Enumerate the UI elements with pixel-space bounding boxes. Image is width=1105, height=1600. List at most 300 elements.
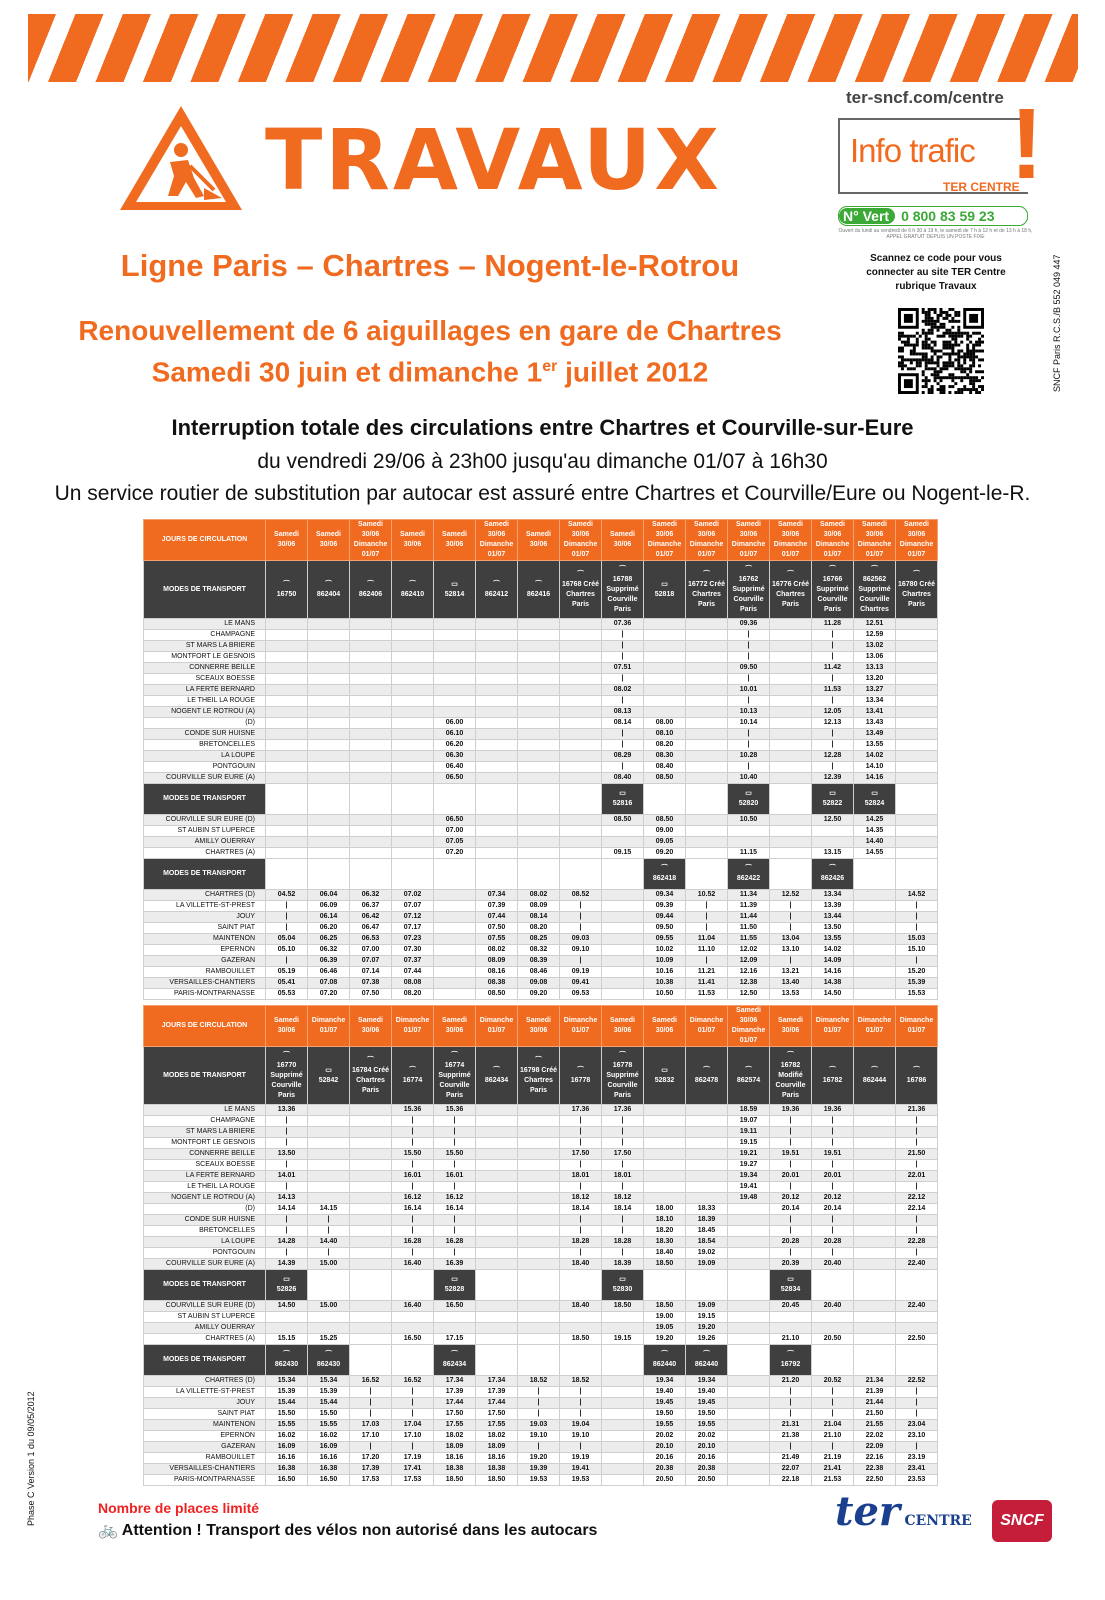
time-cell: 18.14 [560, 1204, 602, 1215]
time-cell [728, 1420, 770, 1431]
train-icon: ⌒ [913, 570, 920, 578]
time-cell: 14.55 [854, 848, 896, 859]
station-name: CHAMPAGNE [144, 630, 266, 641]
ter-centre-label: TER CENTRE [943, 180, 1020, 194]
site-url[interactable]: ter-sncf.com/centre [846, 88, 1004, 107]
time-cell: 12.38 [728, 978, 770, 989]
time-cell: 07.39 [476, 901, 518, 912]
train-icon: ⌒ [367, 1056, 374, 1064]
station-name: PARIS-MONTPARNASSE [144, 989, 266, 1000]
time-cell [770, 740, 812, 751]
time-cell [350, 815, 392, 826]
train-number-cell [812, 561, 854, 619]
time-cell [476, 751, 518, 762]
time-cell [308, 641, 350, 652]
time-cell: | [896, 901, 938, 912]
timetable-row [144, 890, 938, 901]
train-icon: ⌒ [787, 1051, 794, 1059]
time-cell: 22.50 [896, 1334, 938, 1345]
train-number-cell [644, 1047, 686, 1105]
time-cell: | [518, 1442, 560, 1453]
train-icon: ⌒ [661, 1351, 668, 1358]
station-name: COURVILLE SUR EURE (A) [144, 1259, 266, 1270]
timetable-row [144, 1442, 938, 1453]
time-cell [560, 848, 602, 859]
station-name: RAMBOUILLET [144, 967, 266, 978]
time-cell [560, 837, 602, 848]
station-name: LA VILLETTE-ST-PREST [144, 1387, 266, 1398]
time-cell [392, 740, 434, 751]
time-cell [308, 718, 350, 729]
time-cell: | [392, 1409, 434, 1420]
time-cell: 22.02 [854, 1431, 896, 1442]
time-cell [476, 641, 518, 652]
time-cell: 15.15 [266, 1334, 308, 1345]
time-cell: 17.41 [392, 1464, 434, 1475]
day-cell: Samedi 30/06 Dimanche 01/07 [476, 520, 518, 561]
time-cell: 15.34 [308, 1376, 350, 1387]
time-cell: 22.40 [896, 1301, 938, 1312]
time-cell [476, 729, 518, 740]
time-cell [854, 1301, 896, 1312]
train-number: 52842 [318, 1076, 339, 1084]
time-cell [518, 685, 560, 696]
time-cell: 17.53 [350, 1475, 392, 1486]
time-cell [476, 1182, 518, 1193]
time-cell [434, 685, 476, 696]
time-cell: | [728, 696, 770, 707]
station-name: LA VILLETTE-ST-PREST [144, 901, 266, 912]
timetable-row [144, 1259, 938, 1270]
train-icon: ⌒ [745, 865, 752, 872]
time-cell [770, 696, 812, 707]
time-cell: 12.50 [812, 815, 854, 826]
time-cell: 16.14 [434, 1204, 476, 1215]
time-cell: 06.00 [434, 718, 476, 729]
time-cell: 16.52 [392, 1376, 434, 1387]
time-cell: 07.00 [350, 945, 392, 956]
station-name: NOGENT LE ROTROU (A) [144, 1193, 266, 1204]
time-cell [434, 989, 476, 1000]
time-cell: 20.14 [770, 1204, 812, 1215]
time-cell [434, 707, 476, 718]
time-cell [476, 1149, 518, 1160]
time-cell: 12.05 [812, 707, 854, 718]
time-cell: 09.15 [602, 848, 644, 859]
time-cell: 11.53 [812, 685, 854, 696]
time-cell [308, 1160, 350, 1171]
train-icon: ⌒ [409, 1066, 416, 1074]
train-number-cell [392, 561, 434, 619]
time-cell [350, 848, 392, 859]
time-cell: 22.14 [896, 1204, 938, 1215]
time-cell: 11.21 [686, 967, 728, 978]
time-cell [350, 837, 392, 848]
time-cell: | [392, 1127, 434, 1138]
time-cell [770, 630, 812, 641]
time-cell: 08.10 [644, 729, 686, 740]
time-cell [644, 1193, 686, 1204]
time-cell: 09.08 [518, 978, 560, 989]
time-cell: 08.32 [518, 945, 560, 956]
train-number: 16762 Supprimé Courville Paris [732, 575, 765, 613]
time-cell: | [602, 762, 644, 773]
time-cell: 11.55 [728, 934, 770, 945]
time-cell: | [602, 1127, 644, 1138]
time-cell [728, 1204, 770, 1215]
qr-code-icon[interactable] [898, 308, 984, 394]
time-cell: | [770, 1160, 812, 1171]
time-cell [434, 619, 476, 630]
time-cell: 10.01 [728, 685, 770, 696]
time-cell: 08.13 [602, 707, 644, 718]
train-number-cell [896, 1047, 938, 1105]
time-cell [854, 1193, 896, 1204]
page-title: TRAVAUX [265, 111, 722, 209]
time-cell: | [770, 1409, 812, 1420]
time-cell: 16.01 [434, 1171, 476, 1182]
time-cell [350, 1301, 392, 1312]
time-cell: 18.01 [560, 1171, 602, 1182]
time-cell: 14.02 [812, 945, 854, 956]
time-cell: 06.40 [434, 762, 476, 773]
station-name: BRETONCELLES [144, 1226, 266, 1237]
time-cell: 21.50 [896, 1149, 938, 1160]
time-cell: | [560, 912, 602, 923]
day-cell: Samedi 30/06 Dimanche 01/07 [686, 520, 728, 561]
time-cell: 15.44 [308, 1398, 350, 1409]
train-icon: ⌒ [787, 570, 794, 578]
transport-number-cell [812, 1270, 854, 1301]
time-cell [560, 707, 602, 718]
time-cell: 19.15 [602, 1334, 644, 1345]
time-cell [686, 652, 728, 663]
time-cell [350, 1215, 392, 1226]
time-cell [266, 740, 308, 751]
time-cell: | [518, 1398, 560, 1409]
time-cell [392, 641, 434, 652]
time-cell [602, 826, 644, 837]
time-cell: | [602, 1160, 644, 1171]
time-cell [854, 1116, 896, 1127]
time-cell [854, 1215, 896, 1226]
time-cell [266, 773, 308, 784]
time-cell: | [602, 1248, 644, 1259]
transport-number-cell [308, 1270, 350, 1301]
time-cell: 15.55 [308, 1420, 350, 1431]
time-cell: 07.30 [392, 945, 434, 956]
time-cell: | [896, 1116, 938, 1127]
time-cell [770, 718, 812, 729]
time-cell [518, 1149, 560, 1160]
time-cell: 06.04 [308, 890, 350, 901]
time-cell [896, 663, 938, 674]
time-cell [896, 1312, 938, 1323]
time-cell [854, 1171, 896, 1182]
time-cell: 14.39 [266, 1259, 308, 1270]
time-cell [350, 1312, 392, 1323]
time-cell: | [812, 1226, 854, 1237]
time-cell [854, 1334, 896, 1345]
time-cell [560, 826, 602, 837]
time-cell: 12.51 [854, 619, 896, 630]
time-cell [854, 1182, 896, 1193]
time-cell: | [770, 1442, 812, 1453]
time-cell: 13.41 [854, 707, 896, 718]
time-cell [602, 1431, 644, 1442]
time-cell [518, 1193, 560, 1204]
time-cell [518, 1127, 560, 1138]
time-cell [476, 1301, 518, 1312]
time-cell: 09.19 [560, 967, 602, 978]
time-cell: | [266, 956, 308, 967]
train-icon: ⌒ [661, 865, 668, 872]
time-cell: | [266, 1215, 308, 1226]
transport-number-cell [560, 859, 602, 890]
time-cell [602, 837, 644, 848]
train-icon: ⌒ [745, 1066, 752, 1074]
small-print: Ouvert du lundi au vendredi de 6 h 30 à 19 h, le samedi de 7 h à 12 h et de 13 h à 18 h, APPEL GRATUIT DEPUIS UN POSTE FIXE [838, 228, 1033, 240]
time-cell [518, 1204, 560, 1215]
train-icon: ⌒ [283, 580, 290, 588]
time-cell [602, 934, 644, 945]
time-cell: 17.15 [434, 1334, 476, 1345]
station-name: COURVILLE SUR EURE (D) [144, 815, 266, 826]
time-cell: 13.15 [812, 848, 854, 859]
time-cell [476, 1259, 518, 1270]
time-cell: 06.47 [350, 923, 392, 934]
time-cell: 19.40 [686, 1387, 728, 1398]
time-cell [686, 707, 728, 718]
time-cell: 16.50 [308, 1475, 350, 1486]
time-cell [350, 1204, 392, 1215]
time-cell [686, 1149, 728, 1160]
time-cell [518, 729, 560, 740]
transport-number: 862426 [820, 875, 845, 882]
time-cell: 18.52 [518, 1376, 560, 1387]
time-cell: | [812, 1116, 854, 1127]
time-cell: 08.16 [476, 967, 518, 978]
time-cell [266, 685, 308, 696]
time-cell [476, 848, 518, 859]
time-cell: 08.00 [644, 718, 686, 729]
time-cell: | [560, 901, 602, 912]
time-cell [812, 837, 854, 848]
time-cell [896, 762, 938, 773]
train-icon: ⌒ [409, 580, 416, 588]
time-cell [476, 1127, 518, 1138]
transport-number-cell [392, 1270, 434, 1301]
time-cell [350, 1334, 392, 1345]
timetable-row [144, 641, 938, 652]
transport-number-cell [728, 859, 770, 890]
time-cell [392, 848, 434, 859]
time-cell: | [266, 1138, 308, 1149]
train-number-cell [308, 1047, 350, 1105]
time-cell: | [896, 1398, 938, 1409]
station-name: JOUY [144, 1398, 266, 1409]
time-cell: 11.34 [728, 890, 770, 901]
dates-sup: er [542, 358, 558, 375]
transport-number-cell [518, 784, 560, 815]
time-cell [854, 967, 896, 978]
time-cell: 17.39 [434, 1387, 476, 1398]
time-cell [854, 1105, 896, 1116]
day-cell: Samedi 30/06 Dimanche 01/07 [770, 520, 812, 561]
time-cell: 10.09 [644, 956, 686, 967]
time-cell: | [770, 1215, 812, 1226]
time-cell: 13.27 [854, 685, 896, 696]
time-cell [392, 630, 434, 641]
time-cell [476, 762, 518, 773]
day-cell: Samedi 30/06 Dimanche 01/07 [812, 520, 854, 561]
scan-instructions: Scannez ce code pour vous connecter au site TER Centre rubrique Travaux [866, 253, 1006, 292]
time-cell [686, 826, 728, 837]
day-cell: Samedi 30/06 [770, 1006, 812, 1047]
time-cell [770, 848, 812, 859]
train-icon: ⌒ [493, 1066, 500, 1074]
time-cell [350, 826, 392, 837]
info-trafic-title: Info trafic [850, 132, 975, 169]
station-name: CHAMPAGNE [144, 1116, 266, 1127]
time-cell: | [392, 1442, 434, 1453]
time-cell: 09.10 [560, 945, 602, 956]
transport-number: 862430 [274, 1361, 299, 1368]
time-cell [854, 1312, 896, 1323]
phone-number[interactable]: 0 800 83 59 23 [901, 208, 995, 224]
station-name: CHARTRES (D) [144, 1376, 266, 1387]
time-cell [728, 1431, 770, 1442]
timetable-row [144, 848, 938, 859]
time-cell [560, 674, 602, 685]
time-cell [392, 718, 434, 729]
time-cell [476, 1116, 518, 1127]
time-cell: 19.27 [728, 1160, 770, 1171]
train-icon: ⌒ [451, 1051, 458, 1059]
time-cell [770, 707, 812, 718]
time-cell [434, 901, 476, 912]
time-cell [308, 630, 350, 641]
train-icon: ⌒ [367, 580, 374, 588]
day-cell: Samedi 30/06 [308, 520, 350, 561]
time-cell: 11.50 [728, 923, 770, 934]
train-icon: ⌒ [829, 565, 836, 573]
time-cell: 19.50 [644, 1409, 686, 1420]
time-cell: | [602, 652, 644, 663]
transport-number-cell [476, 1270, 518, 1301]
time-cell [476, 718, 518, 729]
time-cell: 14.02 [854, 751, 896, 762]
time-cell: 09.44 [644, 912, 686, 923]
time-cell: | [728, 762, 770, 773]
time-cell: 15.36 [392, 1105, 434, 1116]
time-cell: 19.34 [686, 1376, 728, 1387]
time-cell: | [602, 674, 644, 685]
time-cell: | [812, 1215, 854, 1226]
time-cell [308, 663, 350, 674]
time-cell: 07.44 [392, 967, 434, 978]
transport-number-cell [560, 784, 602, 815]
time-cell: 15.39 [308, 1387, 350, 1398]
train-icon: ⌒ [577, 1066, 584, 1074]
timetable-row [144, 762, 938, 773]
time-cell [854, 978, 896, 989]
day-cell: Dimanche 01/07 [896, 1006, 938, 1047]
time-cell [770, 751, 812, 762]
time-cell: 11.39 [728, 901, 770, 912]
time-cell [476, 674, 518, 685]
train-number-cell [518, 561, 560, 619]
time-cell: 23.04 [896, 1420, 938, 1431]
transport-number-cell [854, 859, 896, 890]
time-cell: 16.01 [392, 1171, 434, 1182]
time-cell: 17.34 [434, 1376, 476, 1387]
time-cell [854, 901, 896, 912]
time-cell: | [602, 729, 644, 740]
time-cell: 09.03 [560, 934, 602, 945]
station-name: LA FERTE BERNARD [144, 685, 266, 696]
train-number-cell [392, 1047, 434, 1105]
train-icon: ⌒ [703, 570, 710, 578]
time-cell: | [770, 956, 812, 967]
time-cell: 14.09 [812, 956, 854, 967]
time-cell [392, 751, 434, 762]
time-cell: | [602, 1215, 644, 1226]
time-cell: | [812, 1160, 854, 1171]
time-cell [350, 718, 392, 729]
time-cell: 07.20 [434, 848, 476, 859]
time-cell: 20.38 [686, 1464, 728, 1475]
time-cell [644, 1182, 686, 1193]
time-cell [854, 912, 896, 923]
exclamation-icon: ! [1010, 88, 1044, 200]
time-cell: 21.34 [854, 1376, 896, 1387]
row-label: JOURS DE CIRCULATION [144, 1006, 266, 1047]
time-cell: | [770, 1116, 812, 1127]
day-cell: Samedi 30/06 [434, 520, 476, 561]
time-cell: 21.10 [812, 1431, 854, 1442]
time-cell [392, 663, 434, 674]
time-cell [308, 707, 350, 718]
time-cell [602, 956, 644, 967]
timetable-row [144, 729, 938, 740]
time-cell: 06.14 [308, 912, 350, 923]
time-cell: 20.16 [686, 1453, 728, 1464]
time-cell: 08.08 [392, 978, 434, 989]
time-cell [308, 815, 350, 826]
transport-number: 52830 [612, 1286, 633, 1293]
time-cell: | [392, 1116, 434, 1127]
time-cell [350, 762, 392, 773]
ter-logo-text: ter [835, 1488, 900, 1535]
time-cell [686, 848, 728, 859]
time-cell: 20.02 [686, 1431, 728, 1442]
time-cell: | [812, 1387, 854, 1398]
timetable-row [144, 1376, 938, 1387]
time-cell [770, 663, 812, 674]
time-cell: | [770, 1248, 812, 1259]
interruption-period: du vendredi 29/06 à 23h00 jusqu'au dimanche 01/07 à 16h30 [257, 450, 828, 473]
time-cell [518, 1138, 560, 1149]
timetable-row [144, 1215, 938, 1226]
time-cell: 11.41 [686, 978, 728, 989]
time-cell: 06.50 [434, 773, 476, 784]
time-cell: 21.10 [770, 1334, 812, 1345]
train-number-cell [728, 1047, 770, 1105]
time-cell: 09.55 [644, 934, 686, 945]
time-cell: | [770, 1182, 812, 1193]
time-cell: | [770, 912, 812, 923]
